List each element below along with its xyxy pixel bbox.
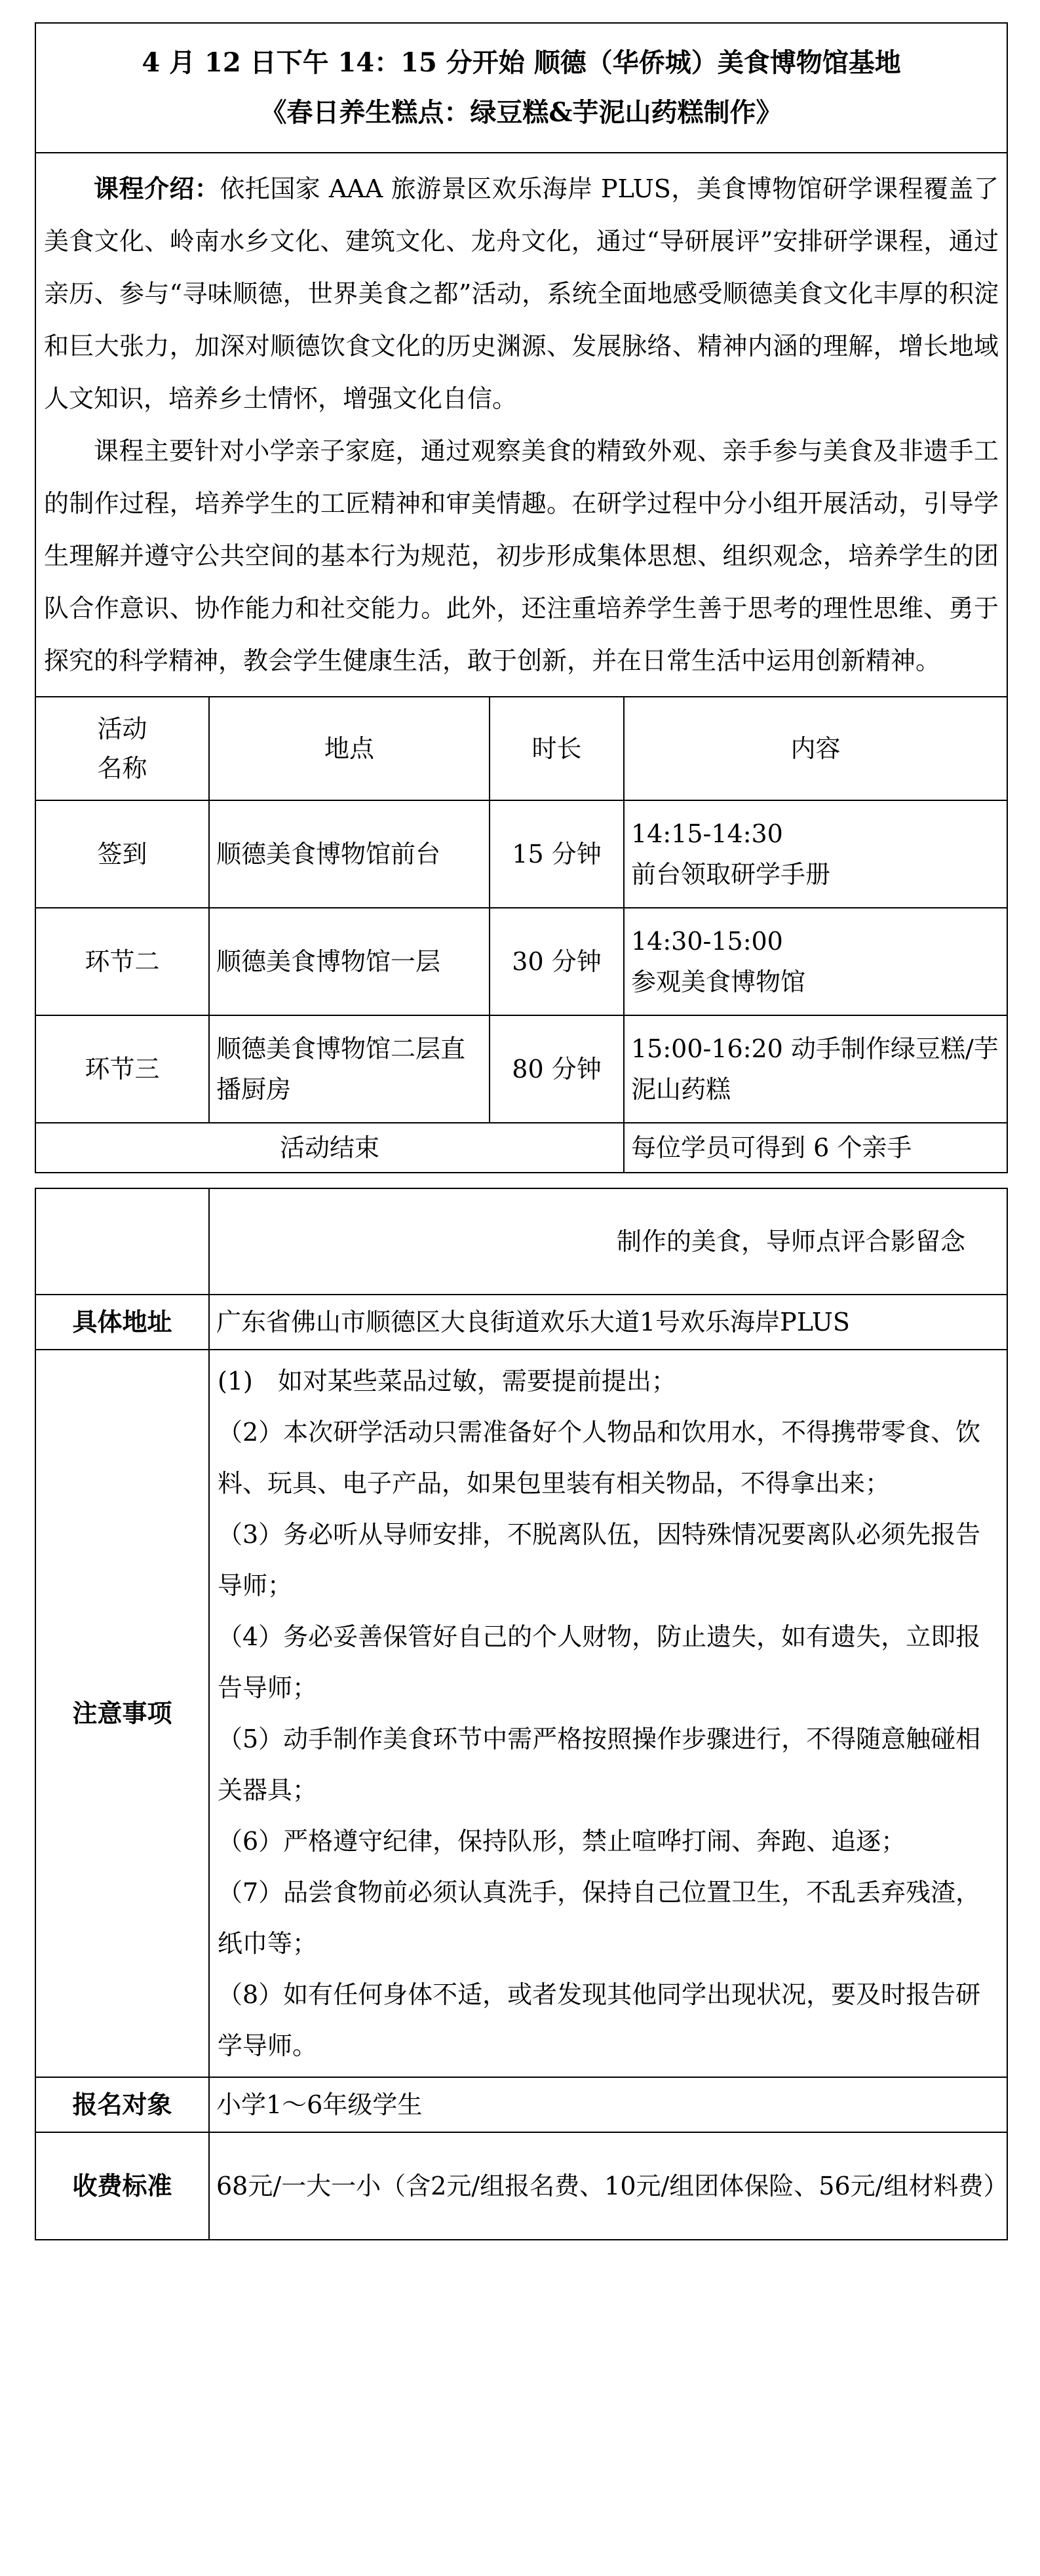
course-intro bbox=[35, 153, 1007, 697]
header-content: 内容 bbox=[624, 697, 1007, 800]
activity-time: 14:15-14:30 bbox=[631, 819, 783, 848]
title-line-1: 4 月 12 日下午 14：15 分开始 顺德（华侨城）美食博物馆基地 bbox=[142, 47, 901, 78]
schedule-header-row bbox=[35, 697, 1007, 800]
activity-place: 顺德美食博物馆一层 bbox=[209, 908, 490, 1015]
header-activity-name-line1: 活动 bbox=[97, 714, 147, 743]
list-item: （2）本次研学活动只需准备好个人物品和饮用水，不得携带零食、饮料、玩具、电子产品，如果包里装有相关物品，不得拿出来； bbox=[218, 1418, 981, 1498]
list-item: （5）动手制作美食环节中需严格按照操作步骤进行，不得随意触碰相关器具； bbox=[218, 1725, 981, 1805]
activity-content bbox=[624, 800, 1007, 908]
activity-end-content-part1: 每位学员可得到 6 个亲手 bbox=[624, 1123, 1007, 1173]
activity-place: 顺德美食博物馆前台 bbox=[209, 800, 490, 908]
table-row bbox=[35, 1015, 1007, 1123]
activity-desc: 前台领取研学手册 bbox=[631, 860, 831, 889]
table-row bbox=[35, 800, 1007, 908]
address-label: 具体地址 bbox=[35, 1295, 209, 1350]
activity-time: 14:30-15:00 bbox=[631, 927, 783, 956]
table-row bbox=[35, 908, 1007, 1015]
address-row bbox=[35, 1295, 1007, 1350]
list-item: （8）如有任何身体不适，或者发现其他同学出现状况，要及时报告研学导师。 bbox=[218, 1980, 981, 2060]
fee-value: 68元/一大一小（含2元/组报名费、10元/组团体保险、56元/组材料费） bbox=[209, 2132, 1007, 2240]
header-duration: 时长 bbox=[490, 697, 624, 800]
address-value: 广东省佛山市顺德区大良街道欢乐大道1号欢乐海岸PLUS bbox=[209, 1295, 1007, 1350]
empty-cell bbox=[35, 1188, 209, 1295]
activity-name: 环节三 bbox=[35, 1015, 209, 1123]
list-item: （7）品尝食物前必须认真洗手，保持自己位置卫生，不乱丢弃残渣，纸巾等； bbox=[218, 1878, 981, 1958]
list-item: (1) 如对某些菜品过敏，需要提前提出； bbox=[218, 1367, 676, 1395]
main-table bbox=[35, 22, 1008, 1173]
fee-row bbox=[35, 2132, 1007, 2240]
activity-end-continued-row bbox=[35, 1188, 1007, 1295]
target-row bbox=[35, 2077, 1007, 2132]
list-item: （4）务必妥善保管好自己的个人财物，防止遗失，如有遗失，立即报告导师； bbox=[218, 1622, 981, 1702]
activity-time: 15:00-16:20 动手制作绿豆糕/芋泥山药糕 bbox=[631, 1034, 999, 1104]
activity-place: 顺德美食博物馆二层直播厨房 bbox=[209, 1015, 490, 1123]
header-activity-name-line2: 名称 bbox=[97, 754, 147, 783]
activity-name: 签到 bbox=[35, 800, 209, 908]
notes-label: 注意事项 bbox=[35, 1350, 209, 2077]
title-line-2: 《春日养生糕点：绿豆糕&芋泥山药糕制作》 bbox=[260, 97, 782, 128]
page-title bbox=[35, 23, 1007, 153]
list-item: （6）严格遵守纪律，保持队形，禁止喧哗打闹、奔跑、追逐； bbox=[218, 1827, 906, 1856]
intro-text-1: 依托国家 AAA 旅游景区欢乐海岸 PLUS，美食博物馆研学课程覆盖了美食文化、岭南水乡文化、建筑文化、龙舟文化，通过“导研展评”安排研学课程，通过亲历、参与“寻味顺德，世界美食之都”活动，系统全面地感受顺德美食文化丰厚的积淀和巨大张力，加深对顺德饮食文化的历史渊源、发展脉络、精神内涵的理解，增长地域人文知识，培养乡土情怀，增强文化自信。 bbox=[44, 174, 999, 413]
intro-row bbox=[35, 153, 1007, 697]
activity-desc: 参观美食博物馆 bbox=[631, 967, 806, 996]
target-label: 报名对象 bbox=[35, 2077, 209, 2132]
activity-end-label: 活动结束 bbox=[35, 1123, 624, 1173]
intro-paragraph-2: 课程主要针对小学亲子家庭，通过观察美食的精致外观、亲手参与美食及非遗手工的制作过程，培养学生的工匠精神和审美情趣。在研学过程中分小组开展活动，引导学生理解并遵守公共空间的基本行为规范，初步形成集体思想、组织观念，培养学生的团队合作意识、协作能力和社交能力。此外，还注重培养学生善于思考的理性思维、勇于探究的科学精神，教会学生健康生活，敢于创新，并在日常生活中运用创新精神。 bbox=[44, 437, 999, 675]
registration-sheet bbox=[35, 22, 1007, 2240]
activity-duration: 30 分钟 bbox=[490, 908, 624, 1015]
list-item: （3）务必听从导师安排，不脱离队伍，因特殊情况要离队必须先报告导师； bbox=[218, 1520, 981, 1600]
target-value: 小学1～6年级学生 bbox=[209, 2077, 1007, 2132]
activity-end-row bbox=[35, 1123, 1007, 1173]
intro-label: 课程介绍： bbox=[94, 174, 220, 203]
header-place: 地点 bbox=[209, 697, 490, 800]
fee-label: 收费标准 bbox=[35, 2132, 209, 2240]
activity-content bbox=[624, 1015, 1007, 1123]
activity-end-content-part2 bbox=[209, 1188, 1007, 1295]
header-activity-name bbox=[35, 697, 209, 800]
activity-content bbox=[624, 908, 1007, 1015]
notes-list bbox=[209, 1350, 1007, 2077]
intro-paragraph-1 bbox=[44, 163, 999, 425]
title-row bbox=[35, 23, 1007, 153]
activity-duration: 15 分钟 bbox=[490, 800, 624, 908]
page-break-gap bbox=[35, 1173, 1007, 1188]
activity-duration: 80 分钟 bbox=[490, 1015, 624, 1123]
info-table bbox=[35, 1188, 1008, 2240]
notes-row bbox=[35, 1350, 1007, 2077]
activity-name: 环节二 bbox=[35, 908, 209, 1015]
activity-end-content-text: 制作的美食，导师点评合影留念 bbox=[617, 1227, 966, 1256]
